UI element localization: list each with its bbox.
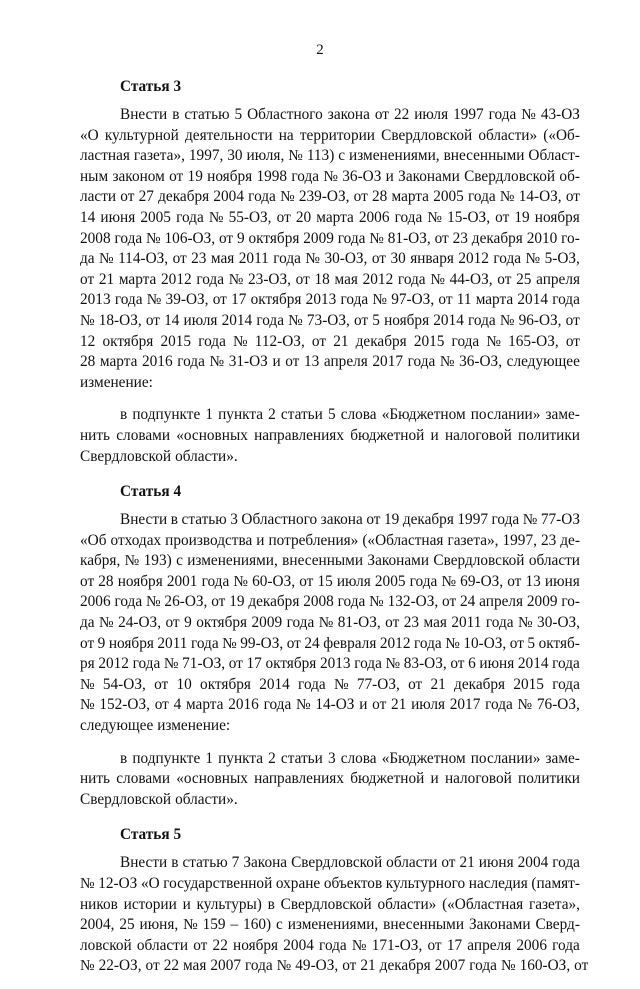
text-line: 28 марта 2016 года № 31-ОЗ и от 13 апреля 2017 года № 36-ОЗ, следующее	[80, 353, 580, 371]
article-section	[80, 482, 580, 822]
text-line: нить словами «основных направлениях бюджетной и налоговой политики	[80, 426, 580, 444]
text-line: ласти от 27 декабря 2004 года № 239-ОЗ, от 28 марта 2005 года № 14-ОЗ, от	[80, 188, 580, 206]
text-line: № 22-ОЗ, от 22 мая 2007 года № 49-ОЗ, от 21 декабря 2007 года № 160-ОЗ, от	[80, 957, 589, 975]
text-line: 2013 года № 39-ОЗ, от 17 октября 2013 года № 97-ОЗ, от 11 марта 2014 года	[80, 291, 580, 309]
text-line: № 54-ОЗ, от 10 октября 2014 года № 77-ОЗ, от 21 декабря 2015 года	[80, 675, 580, 693]
text-line: в подпункте 1 пункта 2 статьи 3 слова «Бюджетном послании» заме-	[120, 749, 580, 767]
text-line: ников истории и культуры) в Свердловской области» («Областная газета»,	[80, 895, 580, 913]
text-line: от 28 ноября 2001 года № 60-ОЗ, от 15 июля 2005 года № 69-ОЗ, от 13 июня	[80, 572, 580, 590]
text-line: в подпункте 1 пункта 2 статьи 5 слова «Бюджетном послании» заме-	[120, 406, 580, 424]
article-heading: Статья 3	[120, 78, 182, 95]
article-section	[80, 825, 589, 989]
text-line: 12 октября 2015 года № 112-ОЗ, от 21 декабря 2015 года № 165-ОЗ, от	[80, 332, 580, 350]
article-section	[80, 77, 580, 479]
text-line: «Об отходах производства и потребления» («Областная газета», 1997, 23 де-	[80, 531, 580, 549]
paragraph	[80, 405, 580, 467]
text-line: нить словами «основных направлениях бюджетной и налоговой политики	[80, 770, 580, 788]
text-line: ловской области от 22 ноября 2004 года № 171-ОЗ, от 17 апреля 2006 года	[80, 936, 580, 954]
document-body	[80, 74, 589, 989]
text-line: № 12-ОЗ «О государственной охране объектов культурного наследия (памят-	[80, 875, 580, 892]
article-heading: Статья 5	[120, 826, 182, 844]
paragraph	[80, 510, 580, 737]
paragraph	[80, 853, 589, 977]
text-line: № 18-ОЗ, от 14 июля 2014 года № 73-ОЗ, от 5 ноября 2014 года № 96-ОЗ, от	[80, 311, 580, 329]
text-line: Внести в статью 3 Областного закона от 19 декабря 1997 года № 77-ОЗ	[120, 511, 580, 529]
text-line: да № 114-ОЗ, от 23 мая 2011 года № 30-ОЗ, от 30 января 2012 года № 5-ОЗ,	[80, 250, 580, 268]
paragraph	[80, 105, 580, 393]
text-line: Свердловской области».	[80, 447, 238, 465]
text-line: ным законом от 19 ноября 1998 года № 36-ОЗ и Законами Свердловской об-	[80, 167, 580, 185]
text-line: 14 июня 2005 года № 55-ОЗ, от 20 марта 2006 года № 15-ОЗ, от 19 ноября	[80, 208, 580, 226]
text-line: изменение:	[80, 373, 153, 391]
text-line: ластная газета», 1997, 30 июля, № 113) с изменениями, внесенными Област-	[80, 147, 580, 165]
text-line: «О культурной деятельности на территории Свердловской области» («Об-	[80, 126, 580, 144]
text-line: 2008 года № 106-ОЗ, от 9 октября 2009 года № 81-ОЗ, от 23 декабря 2010 го-	[80, 229, 580, 247]
text-line: следующее изменение:	[80, 717, 231, 735]
text-line: да № 24-ОЗ, от 9 октября 2009 года № 81-ОЗ, от 23 мая 2011 года № 30-ОЗ,	[80, 614, 580, 632]
article-heading: Статья 4	[120, 483, 182, 501]
text-line: 2006 года № 26-ОЗ, от 19 декабря 2008 года № 132-ОЗ, от 24 апреля 2009 го-	[80, 593, 580, 611]
page-number: 2	[316, 42, 324, 58]
text-line: 2004, 25 июня, № 159 – 160) с изменениями, внесенными Законами Сверд-	[80, 916, 580, 934]
text-line: кабря, № 193) с изменениями, внесенными Законами Свердловской области	[80, 552, 580, 570]
text-line: Внести в статью 5 Областного закона от 22 июля 1997 года № 43-ОЗ	[120, 106, 580, 123]
paragraph	[80, 749, 580, 811]
text-line: Внести в статью 7 Закона Свердловской области от 21 июня 2004 года	[120, 854, 580, 872]
text-line: № 152-ОЗ, от 4 марта 2016 года № 14-ОЗ и от 21 июля 2017 года № 76-ОЗ,	[80, 696, 580, 714]
text-line: от 21 марта 2012 года № 23-ОЗ, от 18 мая 2012 года № 44-ОЗ, от 25 апреля	[80, 270, 580, 288]
text-line: от 9 ноября 2011 года № 99-ОЗ, от 24 февраля 2012 года № 10-ОЗ, от 5 октяб-	[80, 634, 580, 652]
text-line: Свердловской области».	[80, 790, 238, 808]
text-line: ря 2012 года № 71-ОЗ, от 17 октября 2013 года № 83-ОЗ, от 6 июня 2014 года	[80, 655, 580, 673]
